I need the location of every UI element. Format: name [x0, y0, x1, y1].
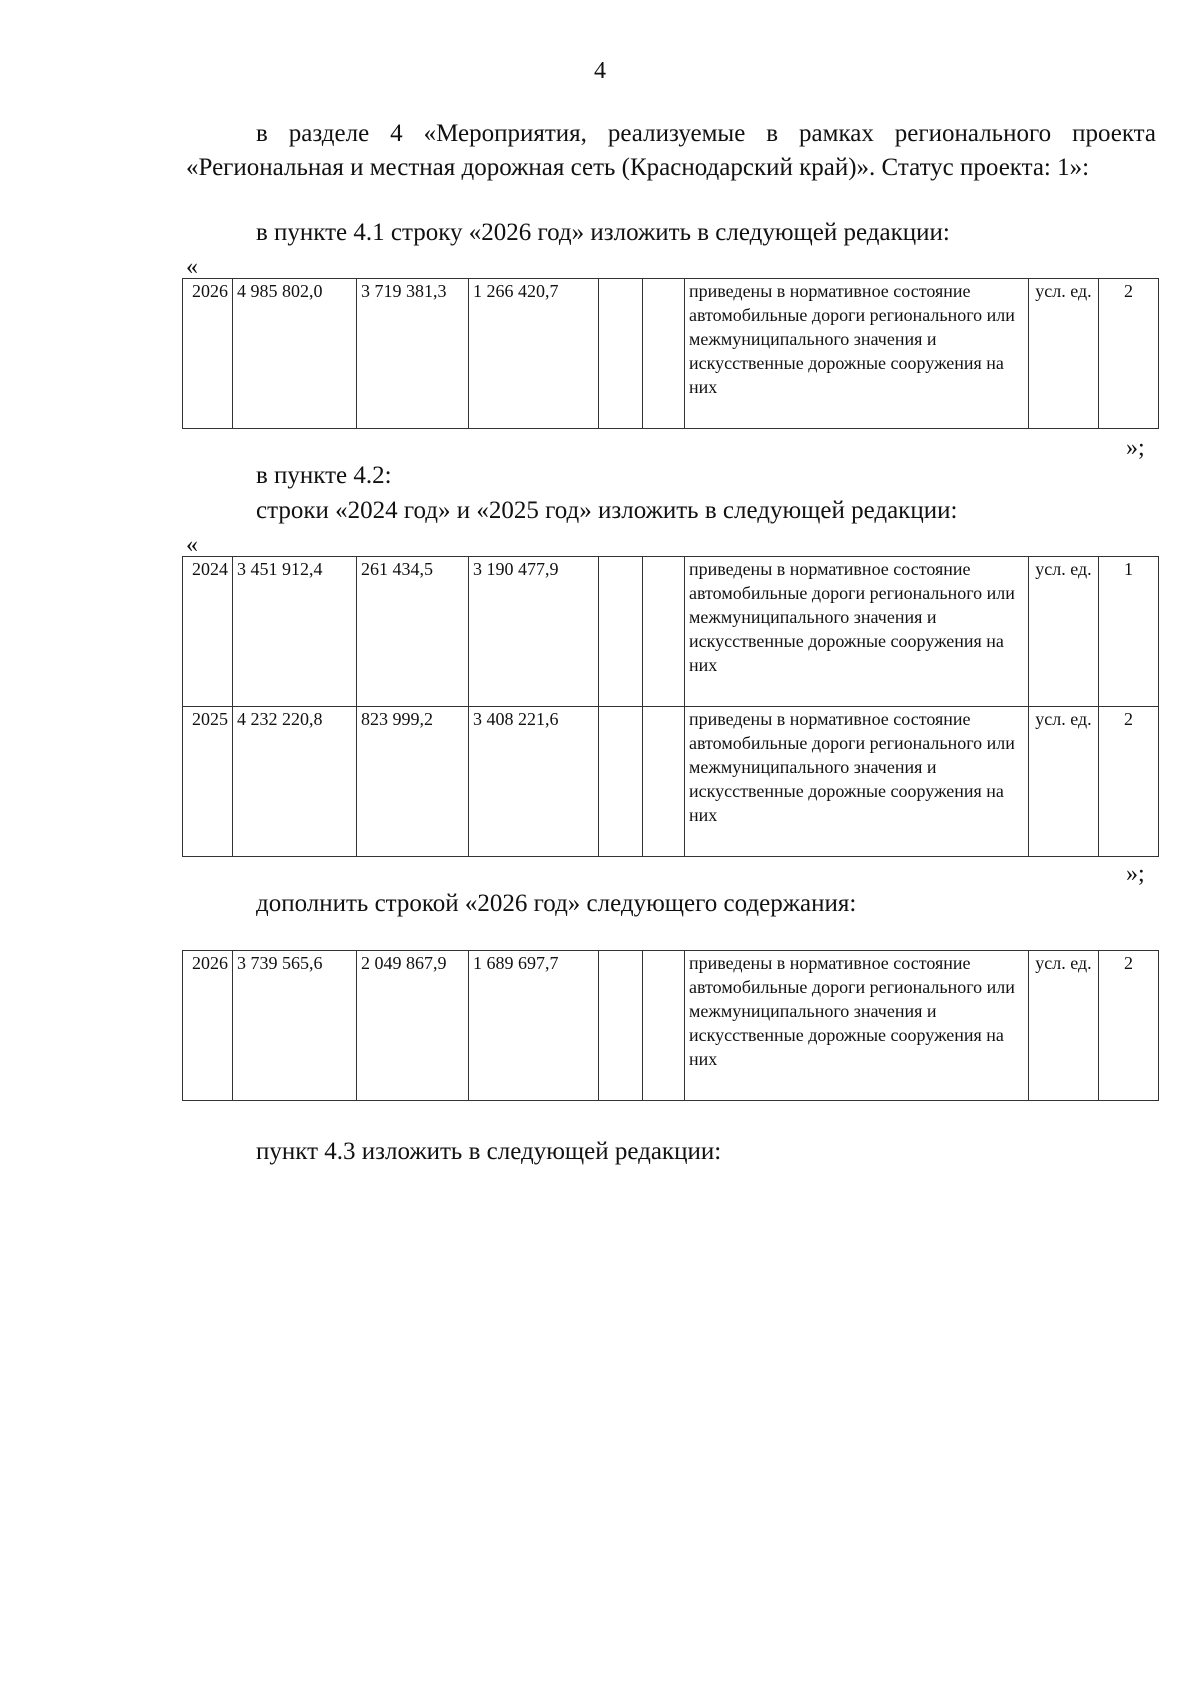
table-row [183, 951, 1159, 1101]
quantity-cell: 2 [1099, 707, 1159, 857]
table-row [183, 279, 1159, 429]
point-4-3-instruction: пункт 4.3 изложить в следующей редакции: [256, 1138, 722, 1165]
append-row-instruction: дополнить строкой «2026 год» следующего содержания: [256, 890, 857, 917]
amount-cell-5 [643, 557, 685, 707]
open-quote-1: « [186, 254, 198, 280]
amount-cell-4 [599, 951, 643, 1101]
table-row [183, 557, 1159, 707]
amount-cell-4 [599, 279, 643, 429]
quantity-cell: 2 [1099, 951, 1159, 1101]
point-4-2-label: в пункте 4.2: [256, 462, 392, 489]
total-cell: 3 451 912,4 [233, 557, 357, 707]
unit-cell: усл. ед. [1029, 707, 1099, 857]
total-cell: 4 232 220,8 [233, 707, 357, 857]
amount-cell-5 [643, 707, 685, 857]
unit-cell: усл. ед. [1029, 557, 1099, 707]
amount-cell-3: 1 266 420,7 [469, 279, 599, 429]
year-cell: 2024 [183, 557, 233, 707]
total-cell: 4 985 802,0 [233, 279, 357, 429]
amount-cell-2: 823 999,2 [357, 707, 469, 857]
point-4-2-instruction: строки «2024 год» и «2025 год» изложить в следующей редакции: [256, 497, 958, 524]
amount-cell-5 [643, 951, 685, 1101]
unit-cell: усл. ед. [1029, 279, 1099, 429]
amount-cell-3: 3 190 477,9 [469, 557, 599, 707]
table-point-4-1 [182, 278, 1159, 429]
year-cell: 2026 [183, 279, 233, 429]
table-row [183, 707, 1159, 857]
amount-cell-5 [643, 279, 685, 429]
amount-cell-2: 2 049 867,9 [357, 951, 469, 1101]
amount-cell-4 [599, 557, 643, 707]
result-description-cell: приведены в нормативное состояние автомобильные дороги регионального или межмуниципального значения и искусственные дорожные сооружения на них [685, 279, 1029, 429]
table-append-row [182, 950, 1159, 1101]
unit-cell: усл. ед. [1029, 951, 1099, 1101]
close-quote-1: »; [1126, 435, 1145, 461]
amount-cell-2: 3 719 381,3 [357, 279, 469, 429]
table-point-4-2 [182, 556, 1159, 857]
quantity-cell: 2 [1099, 279, 1159, 429]
point-4-1-instruction: в пункте 4.1 строку «2026 год» изложить в следующей редакции: [256, 219, 950, 246]
total-cell: 3 739 565,6 [233, 951, 357, 1101]
result-description-cell: приведены в нормативное состояние автомобильные дороги регионального или межмуниципального значения и искусственные дорожные сооружения на них [685, 707, 1029, 857]
quantity-cell: 1 [1099, 557, 1159, 707]
amount-cell-2: 261 434,5 [357, 557, 469, 707]
open-quote-2: « [186, 532, 198, 558]
amount-cell-3: 3 408 221,6 [469, 707, 599, 857]
result-description-cell: приведены в нормативное состояние автомобильные дороги регионального или межмуниципального значения и искусственные дорожные сооружения на них [685, 951, 1029, 1101]
amount-cell-4 [599, 707, 643, 857]
amount-cell-3: 1 689 697,7 [469, 951, 599, 1101]
year-cell: 2026 [183, 951, 233, 1101]
year-cell: 2025 [183, 707, 233, 857]
page-number: 4 [594, 58, 606, 84]
close-quote-2: »; [1126, 861, 1145, 887]
result-description-cell: приведены в нормативное состояние автомобильные дороги регионального или межмуниципального значения и искусственные дорожные сооружения на них [685, 557, 1029, 707]
section-4-intro-paragraph: в разделе 4 «Мероприятия, реализуемые в рамках регионального проекта «Региональная и местная дорожная сеть (Краснодарский край)». Статус проекта: 1»: [186, 120, 1156, 181]
